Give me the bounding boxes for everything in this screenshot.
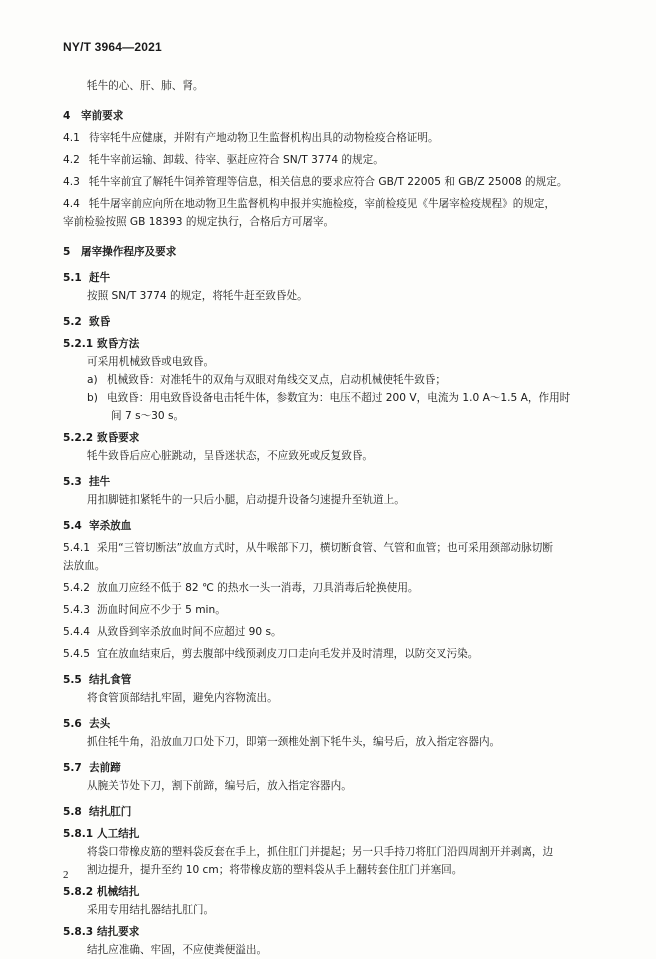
paragraph <box>63 843 623 861</box>
clause-item <box>63 129 623 147</box>
paragraph-text: 结扎应准确、牢固，不应使粪便溢出。 <box>87 944 268 956</box>
clause-number: 5.4 <box>63 520 82 532</box>
subsection-title: 挂牛 <box>89 476 111 488</box>
subsection-title: 去前蹄 <box>89 762 121 774</box>
clause-number: 5.4.1 <box>63 542 90 554</box>
subsection-heading <box>63 517 623 535</box>
clause-number: 5.5 <box>63 674 82 686</box>
subsection-title: 致昏 <box>89 316 111 328</box>
subsection-heading <box>63 313 623 331</box>
subsection-title: 致昏方法 <box>97 338 140 350</box>
paragraph <box>63 353 623 371</box>
subsection-heading <box>63 715 623 733</box>
paragraph <box>63 447 623 465</box>
subsection-heading <box>63 803 623 821</box>
clause-number: 5.2.1 <box>63 338 94 350</box>
clause-number: 4.1 <box>63 132 80 144</box>
clause-item <box>63 195 623 213</box>
clause-text: 牦牛宰前宜了解牦牛饲养管理等信息，相关信息的要求应符合 GB/T 22005 和 GB/Z 25008 的规定。 <box>89 176 568 188</box>
clause-number: 4 <box>63 110 71 122</box>
clause-number: 5.8.1 <box>63 828 94 840</box>
subsection-title: 机械结扎 <box>97 886 140 898</box>
clause-number: 4.2 <box>63 154 80 166</box>
clause-item <box>63 173 623 191</box>
clause-number: 5 <box>63 246 71 258</box>
clause-number: 5.8.2 <box>63 886 94 898</box>
clause-item <box>63 601 623 619</box>
subsection-heading <box>63 269 623 287</box>
subsection-title: 致昏要求 <box>97 432 140 444</box>
subsection-heading <box>63 759 623 777</box>
list-item <box>63 389 623 407</box>
subsection-title: 结扎食管 <box>89 674 132 686</box>
paragraph-text: 牦牛致昏后应心脏跳动，呈昏迷状态，不应致死或反复致昏。 <box>87 450 374 462</box>
clause-text: 沥血时间应不少于 5 min。 <box>97 604 226 616</box>
continuation-line: 法放血。 <box>63 560 106 572</box>
paragraph <box>63 733 623 751</box>
clause-number: a) <box>87 374 98 386</box>
clause-number: 5.4.4 <box>63 626 90 638</box>
subsection-heading <box>63 335 623 353</box>
continuation-line: 割边提升，提升至约 10 cm；将带橡皮筋的塑料袋从手上翻转套住肛门并塞回。 <box>87 864 463 876</box>
paragraph-text: 抓住牦牛角，沿放血刀口处下刀，即第一颈椎处割下牦牛头，编号后，放入指定容器内。 <box>87 736 501 748</box>
clause-number: 5.4.3 <box>63 604 90 616</box>
clause-item <box>63 645 623 663</box>
clause-number: 5.6 <box>63 718 82 730</box>
clause-number: 5.2.2 <box>63 432 94 444</box>
clause-text: 宜在放血结束后，剪去腹部中线预剥皮刀口走向毛发并及时清理，以防交叉污染。 <box>97 648 479 660</box>
clause-item <box>63 623 623 641</box>
section-heading <box>63 107 623 125</box>
subsection-heading <box>63 429 623 447</box>
section-heading <box>63 243 623 261</box>
subsection-title: 结扎要求 <box>97 926 140 938</box>
paragraph-text: 用扣脚链扣紧牦牛的一只后小腿，启动提升设备匀速提升至轨道上。 <box>87 494 405 506</box>
paragraph-text: 从腕关节处下刀，割下前蹄，编号后，放入指定容器内。 <box>87 780 352 792</box>
clause-number: b) <box>87 392 98 404</box>
clause-item <box>63 151 623 169</box>
paragraph-text: 牦牛的心、肝、肺、肾。 <box>87 80 204 92</box>
subsection-heading <box>63 473 623 491</box>
subsection-heading <box>63 671 623 689</box>
continuation-line: 间 7 s～30 s。 <box>111 410 185 422</box>
paragraph <box>63 287 623 305</box>
paragraph <box>63 77 623 95</box>
clause-text: 待宰牦牛应健康，并附有产地动物卫生监督机构出具的动物检疫合格证明。 <box>89 132 439 144</box>
subsection-title: 人工结扎 <box>97 828 140 840</box>
page-number: 2 <box>63 869 69 881</box>
list-item <box>63 371 623 389</box>
continuation-line: 宰前检验按照 GB 18393 的规定执行，合格后方可屠宰。 <box>63 216 335 228</box>
paragraph-text: 可采用机械致昏或电致昏。 <box>87 356 215 368</box>
subsection-title: 赶牛 <box>89 272 111 284</box>
section-title: 屠宰操作程序及要求 <box>81 246 177 258</box>
subsection-title: 宰杀放血 <box>89 520 132 532</box>
list-item-text: 机械致昏：对准牦牛的双角与双眼对角线交叉点，启动机械使牦牛致昏； <box>107 374 446 386</box>
paragraph <box>63 901 623 919</box>
paragraph-text: 采用专用结扎器结扎肛门。 <box>87 904 215 916</box>
document-body <box>63 77 623 959</box>
clause-item <box>63 539 623 557</box>
clause-number: 4.3 <box>63 176 80 188</box>
clause-item <box>63 579 623 597</box>
clause-number: 5.4.5 <box>63 648 90 660</box>
subsection-heading <box>63 825 623 843</box>
clause-text: 牦牛屠宰前应向所在地动物卫生监督机构申报并实施检疫，宰前检疫见《牛屠宰检疫规程》的规定， <box>89 198 556 210</box>
paragraph <box>63 689 623 707</box>
clause-number: 5.4.2 <box>63 582 90 594</box>
subsection-heading <box>63 883 623 901</box>
clause-number: 5.1 <box>63 272 82 284</box>
paragraph <box>63 777 623 795</box>
paragraph <box>63 941 623 959</box>
subsection-title: 结扎肛门 <box>89 806 132 818</box>
section-title: 宰前要求 <box>81 110 124 122</box>
clause-number: 5.8.3 <box>63 926 94 938</box>
paragraph-text: 将袋口带橡皮筋的塑料袋反套在手上，抓住肛门并提起；另一只手持刀将肛门沿四周割开并剥离，边 <box>87 846 554 858</box>
list-item-text: 电致昏：用电致昏设备电击牦牛体，参数宜为：电压不超过 200 V，电流为 1.0 A～1.5 A，作用时 <box>107 392 571 404</box>
paragraph-text: 将食管顶部结扎牢固，避免内容物流出。 <box>87 692 278 704</box>
clause-text: 牦牛宰前运输、卸载、待宰、驱赶应符合 SN/T 3774 的规定。 <box>89 154 384 166</box>
paragraph <box>63 491 623 509</box>
paragraph-text: 按照 SN/T 3774 的规定，将牦牛赶至致昏处。 <box>87 290 308 302</box>
clause-text: 从致昏到宰杀放血时间不应超过 90 s。 <box>97 626 282 638</box>
clause-number: 5.8 <box>63 806 82 818</box>
clause-number: 4.4 <box>63 198 80 210</box>
clause-number: 5.3 <box>63 476 82 488</box>
clause-number: 5.7 <box>63 762 82 774</box>
subsection-heading <box>63 923 623 941</box>
clause-number: 5.2 <box>63 316 82 328</box>
clause-text: 放血刀应经不低于 82 ℃ 的热水一头一消毒，刀具消毒后轮换使用。 <box>97 582 419 594</box>
subsection-title: 去头 <box>89 718 111 730</box>
standard-id: NY/T 3964—2021 <box>63 40 162 54</box>
clause-text: 采用“三管切断法”放血方式时，从牛喉部下刀，横切断食管、气管和血管；也可采用颈部动脉切断 <box>97 542 553 554</box>
